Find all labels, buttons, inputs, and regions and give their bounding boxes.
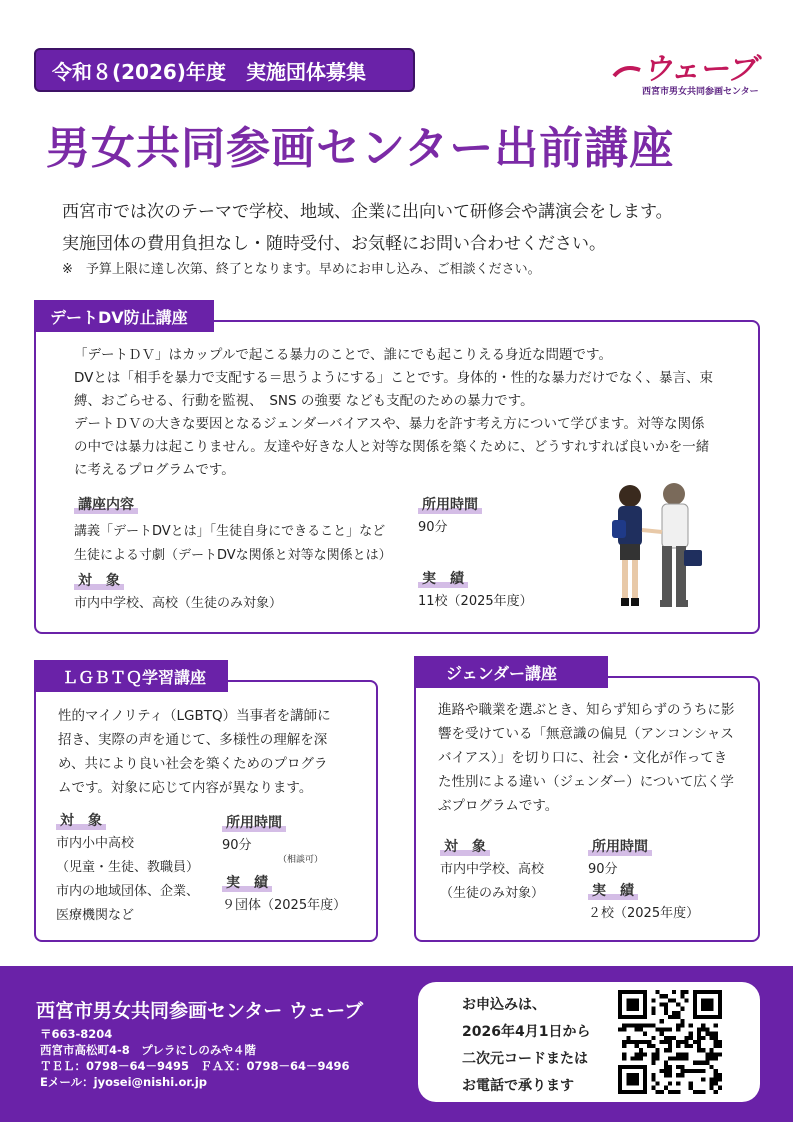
- intro-text: 西宮市では次のテーマで学校、地域、企業に出向いて研修会や講演会をします。 実施団体の費用負担なし・随時受付、お気軽にお問い合わせください。: [62, 202, 673, 254]
- intro-note: ※ 予算上限に達し次第、終了となります。早めにお申し込み、ご相談ください。: [62, 262, 541, 277]
- dv-target-block: 対 象 市内中学校、高校（生徒のみ対象）: [74, 570, 282, 616]
- dv-content-label: 講座内容: [74, 494, 138, 514]
- couple-illustration: [600, 480, 710, 615]
- lgbtq-time-block: 所用時間 90分: [222, 812, 286, 858]
- footer-org-name: 西宮市男女共同参画センター ウェーブ: [36, 1000, 364, 1022]
- dv-content-block: 講座内容 講義「デートDVとは」「生徒自身にできること」など 生徒による寸劇（デートDVな関係と対等な関係とは）: [74, 494, 392, 568]
- lgbtq-tab: ＬＧＢＴＱ学習講座: [34, 660, 228, 692]
- gender-target-label: 対 象: [440, 836, 490, 856]
- lgbtq-description: 性的マイノリティ（LGBTQ）当事者を講師に 招き、実際の声を通じて、多様性の理解を深 め、共により良い社会を築くためのプログラ ムです。対象に応じて内容が異なります。: [58, 708, 331, 796]
- logo-swoosh-icon: [612, 62, 642, 82]
- dv-result-label: 実 績: [418, 568, 468, 588]
- dv-tab: デートDV防止講座: [34, 300, 214, 332]
- footer-contact: 〒663-8204 西宮市高松町4-8 プレラにしのみや４階 ＴＥＬ：0798－64－9495 ＦＡＸ：0798－64－9496 Eメール：jyosei@nishi.or.jp: [40, 1027, 350, 1089]
- lgbtq-result-block: 実 績 ９団体（2025年度）: [222, 872, 346, 918]
- wave-logo: ウェーブ 西宮市男女共同参画センター: [612, 44, 762, 100]
- lgbtq-time-label: 所用時間: [222, 812, 286, 832]
- gender-result-label: 実 績: [588, 880, 638, 900]
- lgbtq-result-label: 実 績: [222, 872, 272, 892]
- dv-description: 「デートＤＶ」はカップルで起こる暴力のことで、誰にでも起こりえる身近な問題です。 DVとは「相手を暴力で支配する＝思うようにする」ことです。身体的・性的な暴力だけでなく、暴言、束 縛、おごらせる、行動を監視、 SNS の強要 なども支配のための暴力です。 デートＤＶの大きな要因となるジェンダーバイアスや、暴力を許す考え方について学びます。対等な関係 の中では暴力は起こりません。友達や好きな人と対等な関係を築くために、どうすれすれば良いかを一緒 に考えるプログラムです。: [74, 347, 714, 478]
- qr-code-icon[interactable]: [618, 990, 722, 1094]
- gender-time-label: 所用時間: [588, 836, 652, 856]
- gender-result-block: 実 績 ２校（2025年度）: [588, 880, 699, 926]
- apply-text: お申込みは、 2026年4月1日から 二次元コードまたは お電話で承ります: [462, 997, 591, 1094]
- dv-result-block: 実 績 11校（2025年度）: [418, 568, 533, 614]
- page-title: 男女共同参画センター出前講座: [46, 123, 675, 174]
- gender-description: 進路や職業を選ぶとき、知らず知らずのうちに影 響を受けている「無意識の偏見（アンコンシャス バイアス）」を切り口に、社会・文化が作ってき た性別による違い（ジェンダー）について広く学 ぶプログラムです。: [438, 702, 735, 814]
- gender-time-block: 所用時間 90分: [588, 836, 652, 882]
- lgbtq-target-label: 対 象: [56, 810, 106, 830]
- lgbtq-time-note: （相談可）: [278, 855, 324, 865]
- lgbtq-target-block: 対 象 市内小中高校 （児童・生徒、教職員） 市内の地域団体、企業、 医療機関など: [56, 810, 199, 928]
- gender-target-block: 対 象 市内中学校、高校 （生徒のみ対象）: [440, 836, 544, 906]
- gender-tab: ジェンダー講座: [414, 656, 608, 688]
- recruit-badge: 令和８(2026)年度 実施団体募集: [34, 48, 415, 92]
- dv-time-block: 所用時間 90分: [418, 494, 482, 540]
- dv-target-label: 対 象: [74, 570, 124, 590]
- email-link[interactable]: Eメール：jyosei@nishi.or.jp: [40, 1075, 207, 1089]
- apply-box: [418, 982, 760, 1102]
- dv-time-label: 所用時間: [418, 494, 482, 514]
